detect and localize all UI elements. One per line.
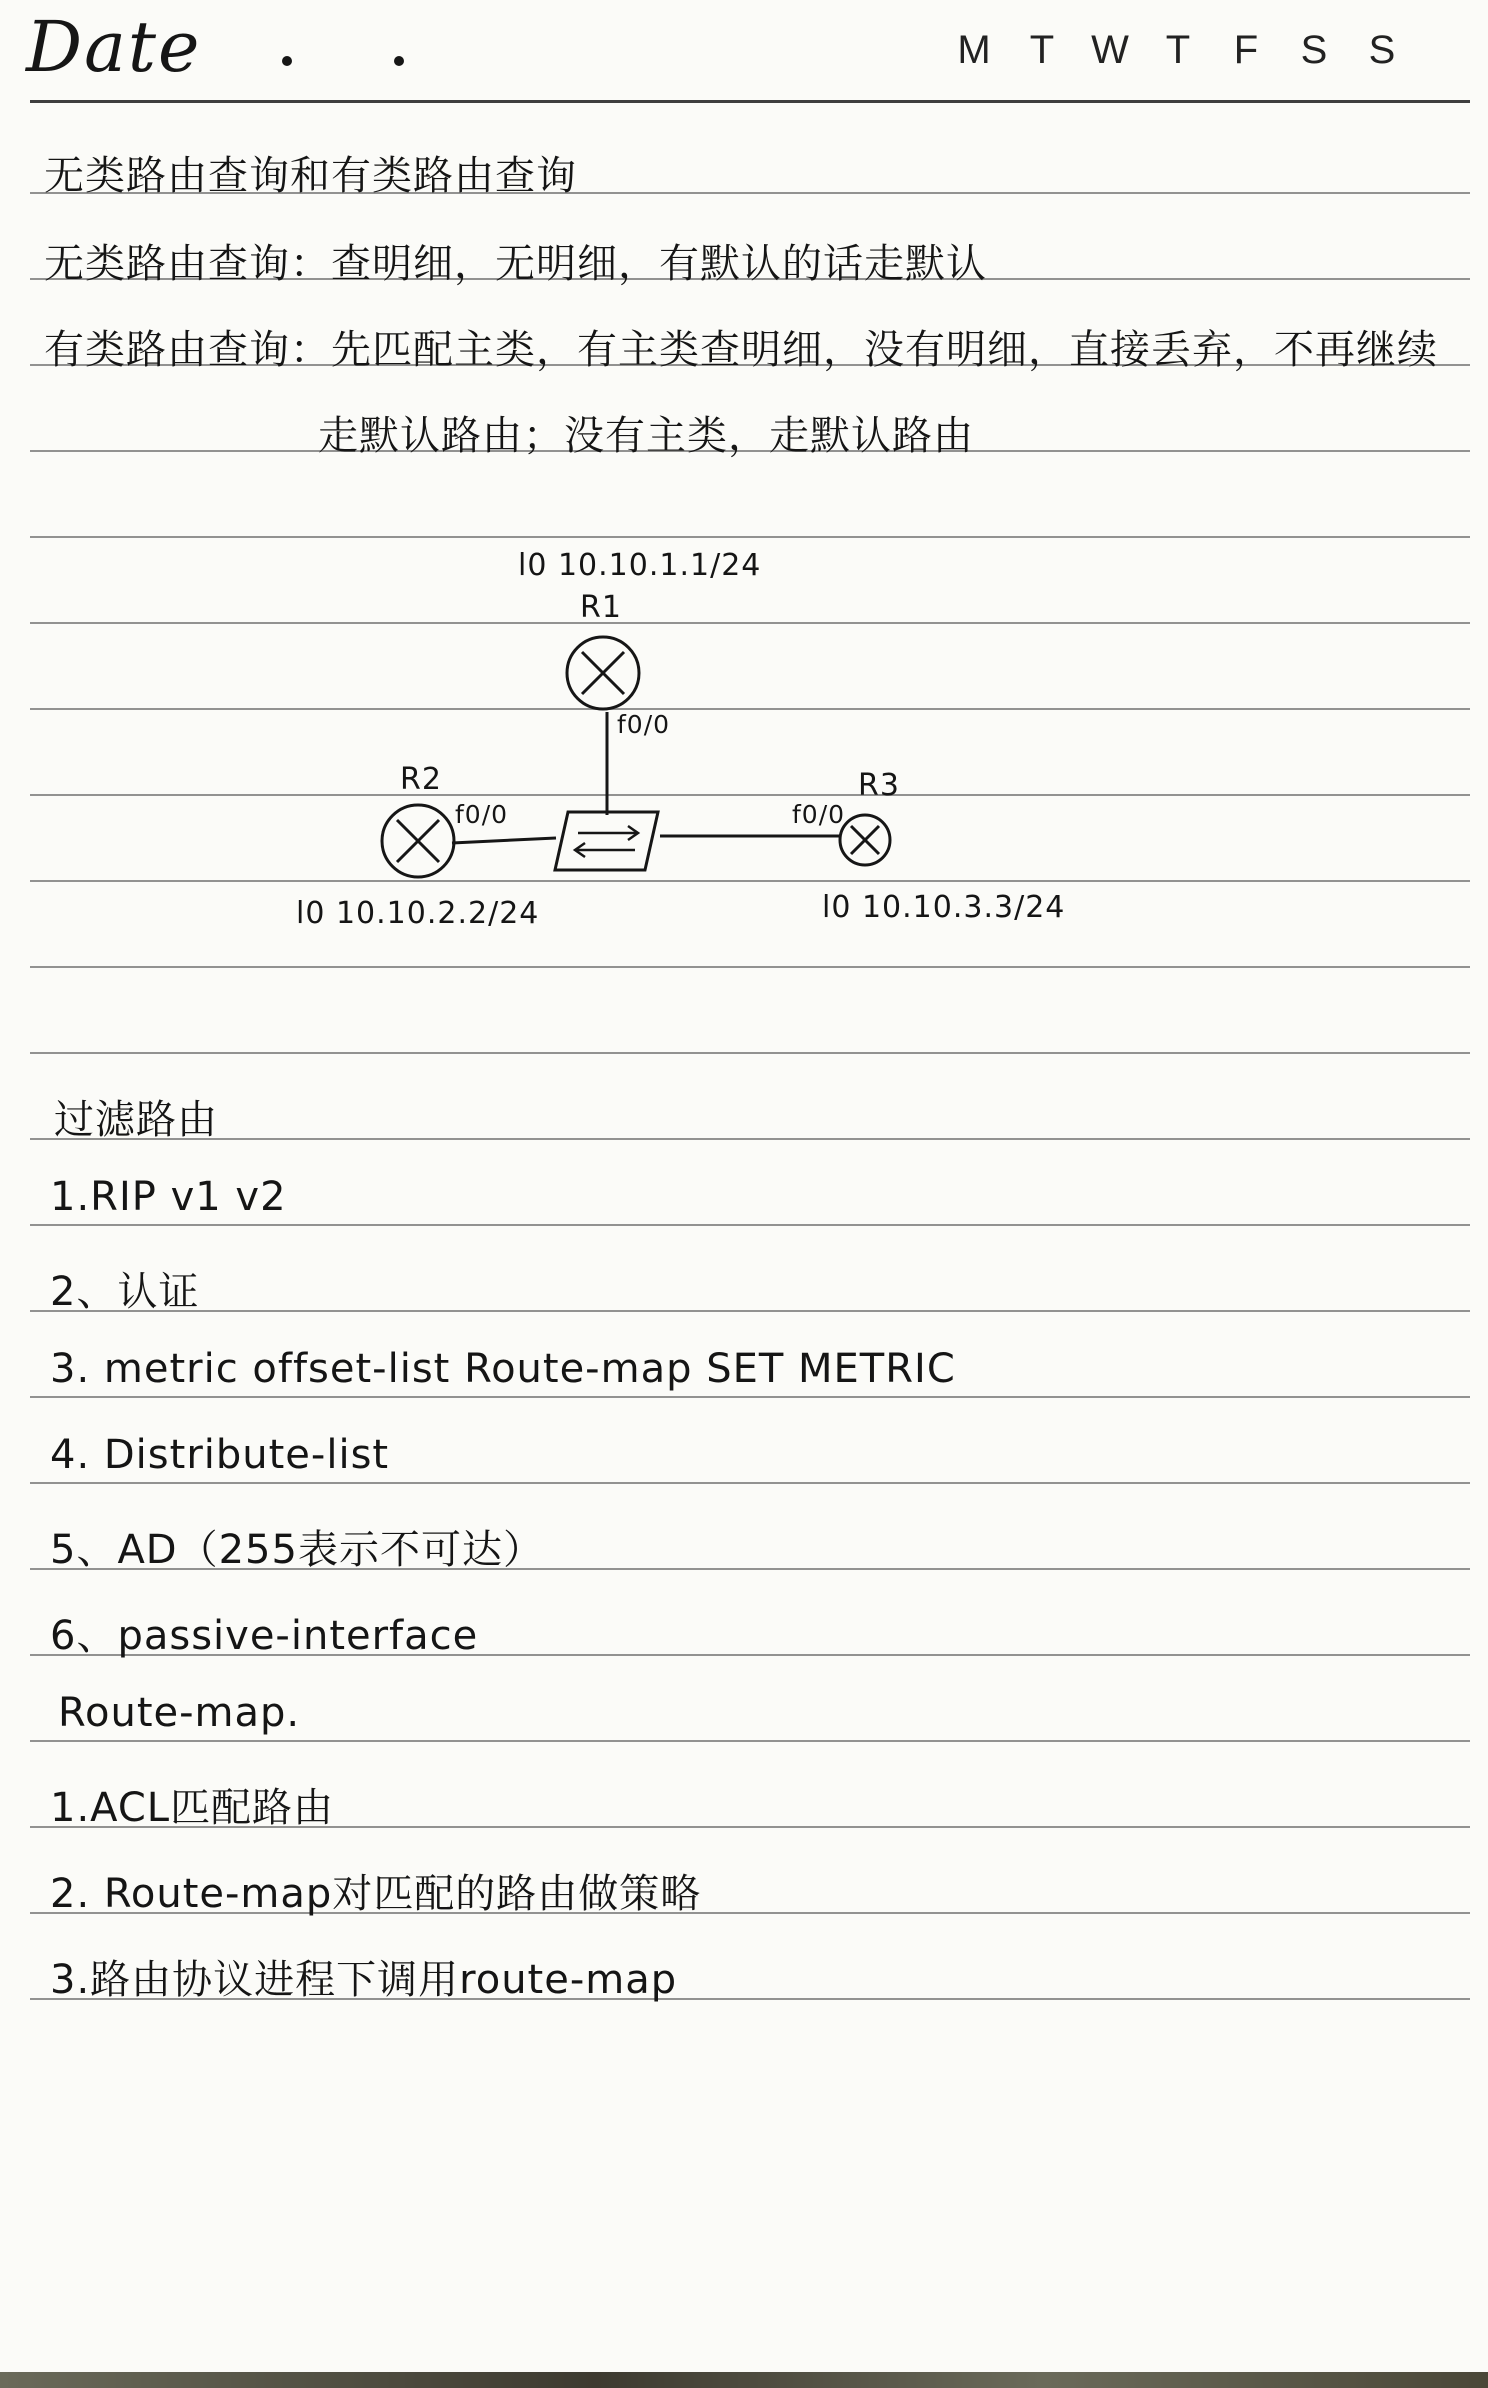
weekday-fri: F [1233,28,1259,72]
classful-lookup-line-2: 走默认路由；没有主类，走默认路由 [318,413,974,459]
router-r3-icon [840,815,890,865]
ruled-line [30,1396,1470,1398]
route-map-section-title: Route-map. [58,1690,301,1736]
link-r2-switch [452,838,556,843]
weekday-wed: W [1091,28,1129,72]
route-map-item-2: 2. Route-map对匹配的路由做策略 [50,1871,702,1917]
classless-lookup-line: 无类路由查询：查明细，无明细，有默认的话走默认 [44,241,987,287]
filter-item-4: 4. Distribute-list [50,1432,390,1478]
weekday-mon: M [957,28,991,72]
ruled-line [30,1138,1470,1140]
r1-name-label: R1 [580,590,622,625]
r3-name-label: R3 [858,768,900,803]
weekday-thu: T [1165,28,1191,72]
router-r2-icon [382,805,454,877]
filter-section-title: 过滤路由 [54,1097,218,1143]
network-topology-diagram [0,0,1488,1000]
weekday-sun: S [1368,28,1396,72]
ruled-line [30,1224,1470,1226]
filter-item-1: 1.RIP v1 v2 [50,1174,287,1220]
router-r1-icon [567,637,639,709]
ruled-line [30,1482,1470,1484]
r2-loopback-label: l0 10.10.2.2/24 [296,896,540,931]
switch-icon [555,812,658,870]
route-map-item-3: 3.路由协议进程下调用route-map [50,1957,678,2003]
filter-item-3: 3. metric offset-list Route-map SET METRIC [50,1346,956,1392]
r2-name-label: R2 [400,762,442,797]
r3-loopback-label: l0 10.10.3.3/24 [822,890,1066,925]
notes-title: 无类路由查询和有类路由查询 [44,153,577,199]
weekday-tue: T [1029,28,1055,72]
weekday-sat: S [1300,28,1328,72]
date-label: Date [26,6,202,88]
ruled-line [30,1052,1470,1054]
r2-port-label: f0/0 [455,800,509,829]
r3-port-label: f0/0 [792,800,846,829]
filter-item-2: 2、认证 [50,1269,200,1315]
ruled-line [30,1740,1470,1742]
r1-port-label: f0/0 [617,710,671,739]
page-bottom-edge [0,2372,1488,2388]
classful-lookup-line-1: 有类路由查询：先匹配主类，有主类查明细，没有明细，直接丢弃，不再继续 [44,327,1438,373]
r1-loopback-label: l0 10.10.1.1/24 [518,548,762,583]
filter-item-6: 6、passive-interface [50,1613,479,1659]
ruled-line [30,1310,1470,1312]
filter-item-5: 5、AD（255表示不可达） [50,1527,544,1573]
route-map-item-1: 1.ACL匹配路由 [50,1785,335,1831]
